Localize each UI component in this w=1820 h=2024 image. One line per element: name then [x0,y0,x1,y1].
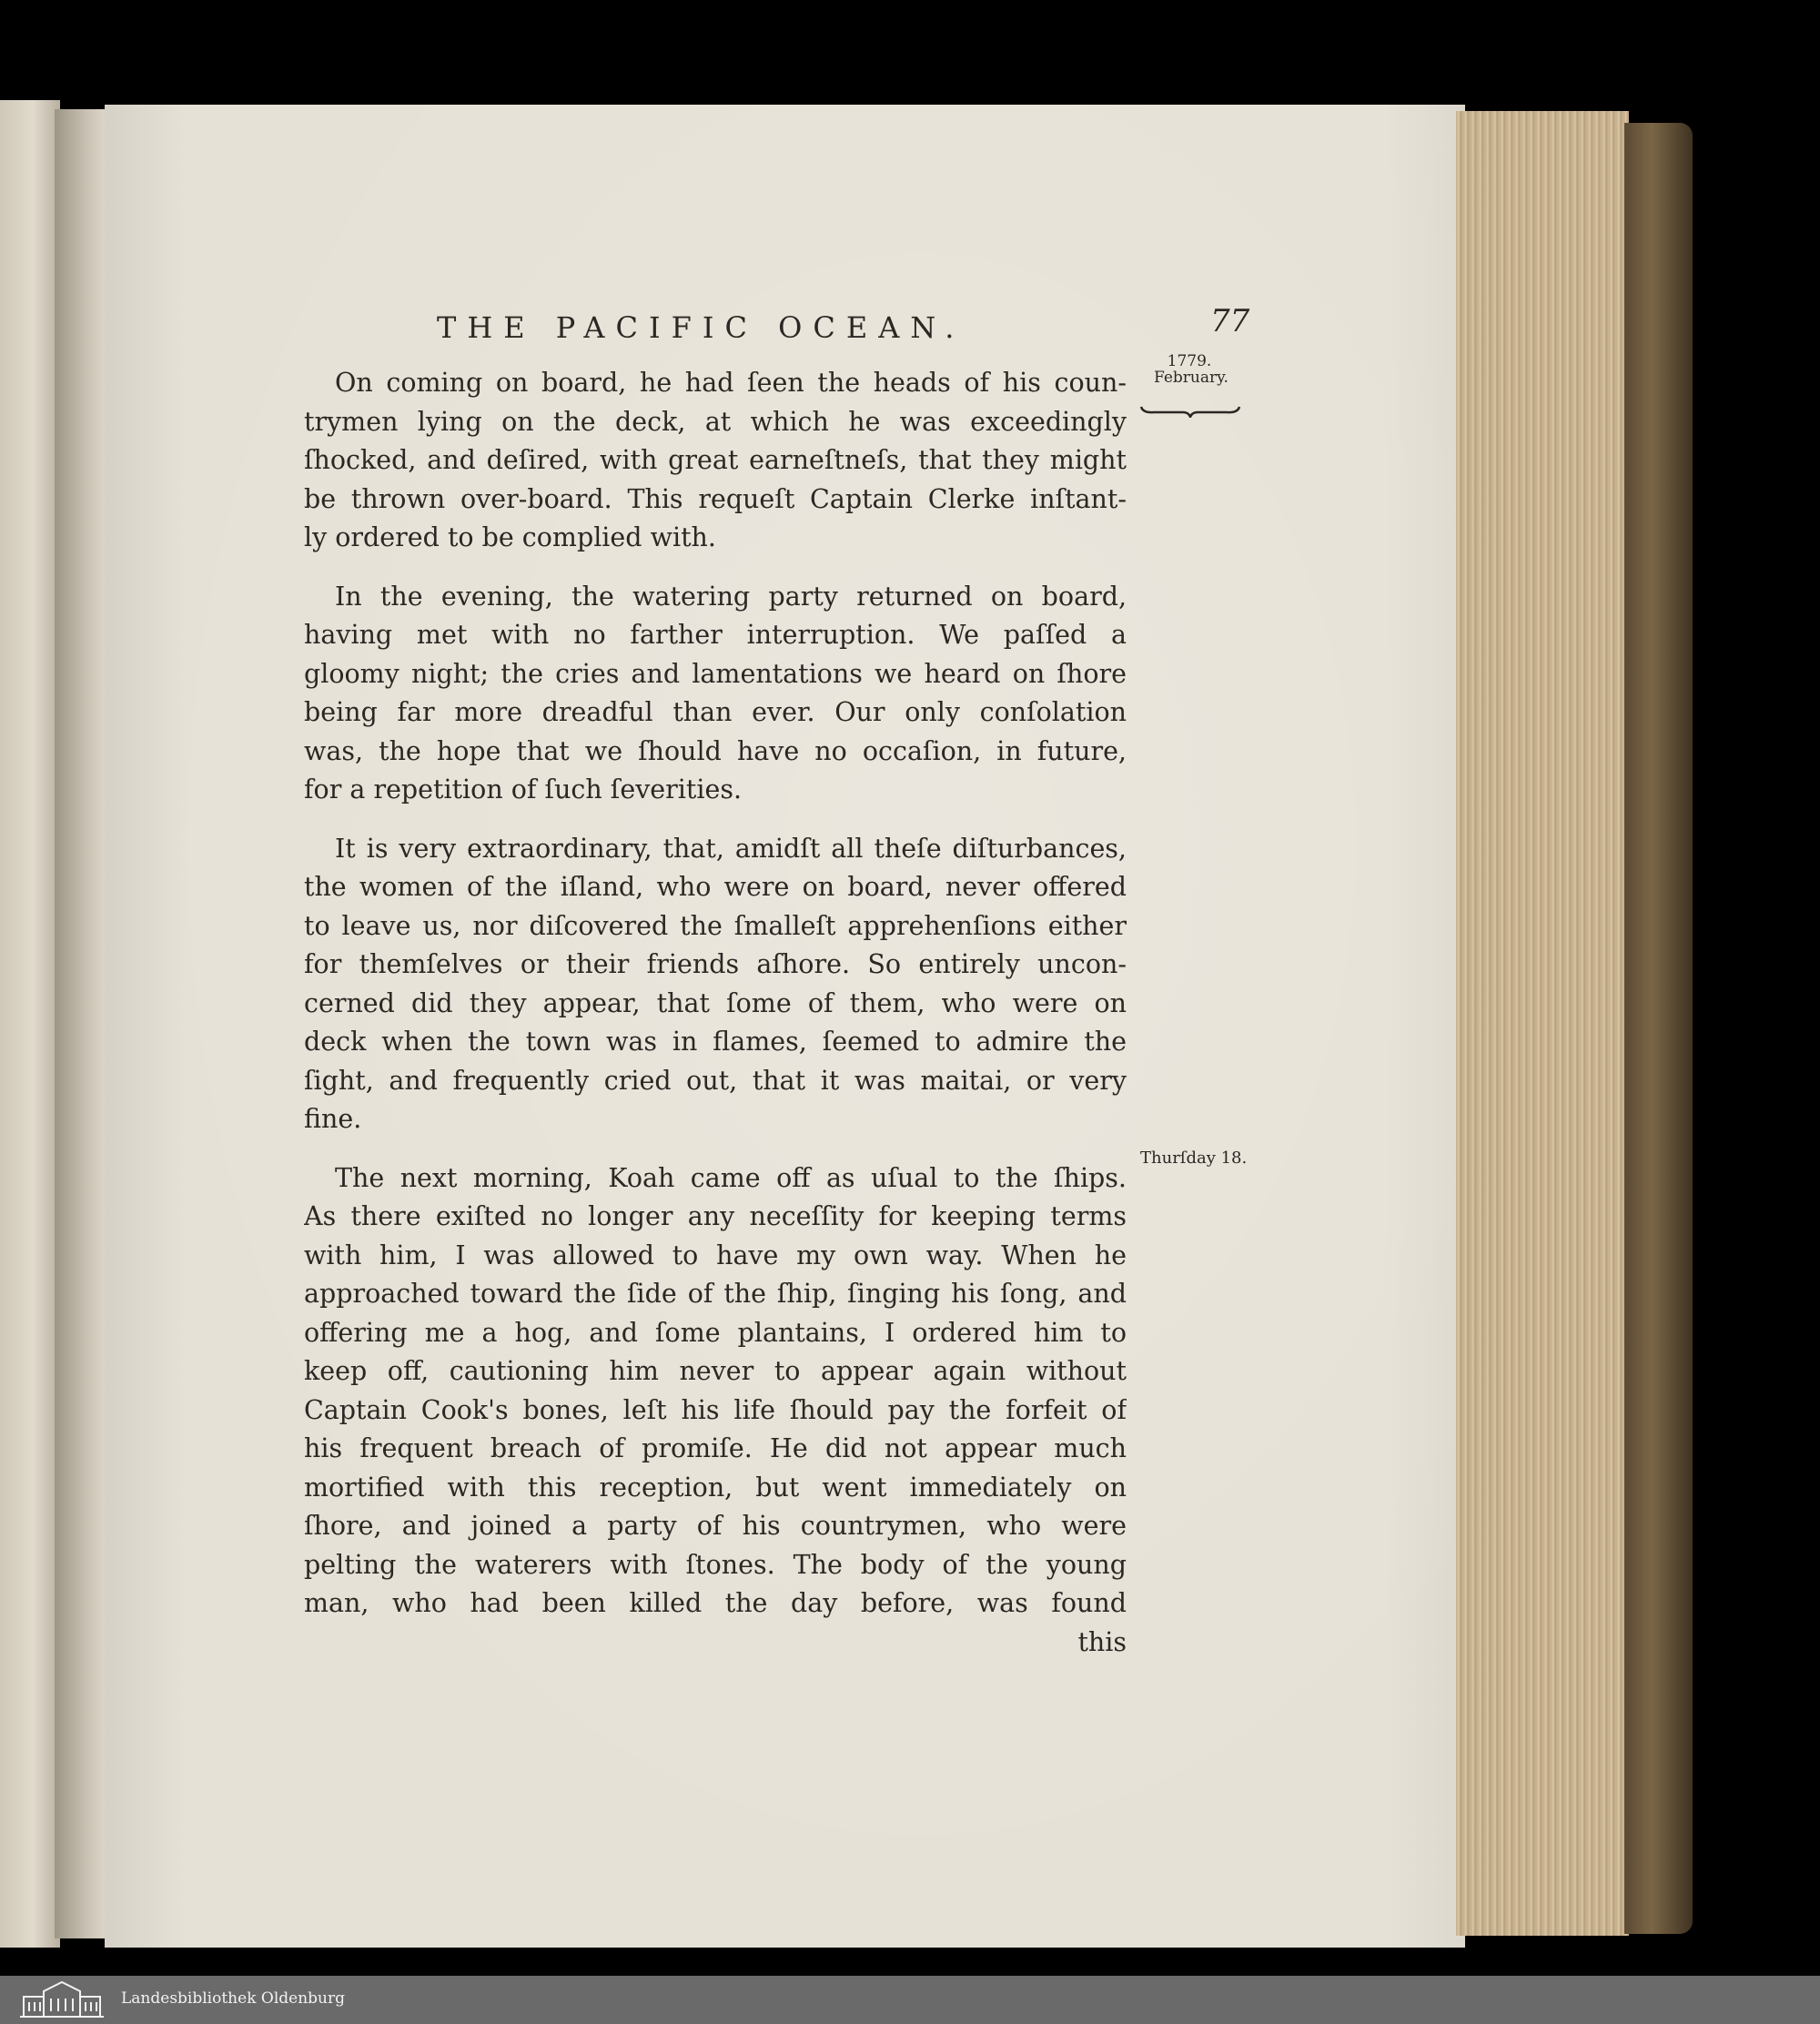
page-number: 77 [1210,303,1250,339]
margin-brace-icon [1139,403,1241,418]
text-line: his frequent breach of promiſe. He did not appear much [304,1433,1127,1463]
text-line: ſhore, and joined a party of his countrymen, who were [304,1511,1127,1541]
text-line: be thrown over-board. This requeſt Captain Clerke inſtant- [304,483,1127,514]
library-building-icon [16,1980,107,2019]
text-line: ſight, and frequently cried out, that it was maitai, or very [304,1065,1127,1096]
paragraph-3 [304,830,1127,1139]
text-line: with him, I was allowed to have my own way. When he [304,1240,1127,1270]
book-gutter [55,109,111,1938]
paragraph-1 [304,364,1127,558]
text-line: being far more dreadful than ever. Our only conſolation [304,697,1127,727]
text-line: ſhocked, and deſired, with great earneſtneſs, that they might [304,445,1127,475]
text-line: gloomy night; the cries and lamentations we heard on ſhore [304,658,1127,689]
text-line: trymen lying on the deck, at which he was exceedingly [304,406,1127,437]
text-line: Captain Cook's bones, leſt his life ſhould pay the forfeit of [304,1394,1127,1425]
text-line: man, who had been killed the day before, was found [304,1588,1127,1618]
text-line: keep off, cautioning him never to appear again without [304,1356,1127,1386]
text-line: having met with no farther interruption. We paſſed a [304,620,1127,650]
text-line: approached toward the ſide of the ſhip, ſinging his ſong, and [304,1279,1127,1309]
left-page-edge [0,100,60,1948]
paragraph-2 [304,578,1127,810]
paragraph-4 [304,1159,1127,1663]
page-fore-edge [1456,111,1629,1936]
text-line: cerned did they appear, that ſome of them, who were on [304,987,1127,1018]
margin-year: 1779. [1167,352,1212,370]
text-line: pelting the waterers with ſtones. The body of the young [304,1549,1127,1580]
text-line: deck when the town was in flames, ſeemed to admire the [304,1027,1127,1057]
text-line: offering me a hog, and ſome plantains, I ordered him to [304,1317,1127,1348]
text-line: In the evening, the watering party returned on board, [335,581,1127,612]
text-line: The next morning, Koah came off as uſual to the ſhips. [335,1162,1127,1193]
margin-day-note: Thurſday 18. [1140,1149,1248,1168]
catchword: this [1077,1626,1127,1657]
text-line: fine. [304,1104,362,1134]
text-line: mortified with this reception, but went immediately on [304,1472,1127,1503]
margin-month: February. [1154,369,1228,387]
text-line: was, the hope that we ſhould have no occaſion, in future, [304,735,1127,766]
text-line: for a repetition of ſuch ſeverities. [304,774,743,805]
text-line: It is very extraordinary, that, amidſt all theſe diſturbances, [335,833,1127,864]
text-line: On coming on board, he had ſeen the heads of his coun- [335,368,1127,398]
running-title: THE PACIFIC OCEAN. [437,310,966,345]
text-line: As there exiſted no longer any neceſſity for keeping terms [304,1201,1127,1231]
main-text [304,364,1127,1682]
text-line: for themſelves or their friends aſhore. So entirely uncon- [304,949,1127,979]
library-name: Landesbibliothek Oldenburg [121,1989,346,2008]
text-line: the women of the iſland, who were on board, never offered [304,872,1127,902]
text-line: ly ordered to be complied with. [304,522,716,552]
margin-date [1154,352,1228,387]
book-cover-edge [1624,123,1693,1934]
text-line: to leave us, nor diſcovered the ſmalleſt apprehenſions either [304,910,1127,941]
